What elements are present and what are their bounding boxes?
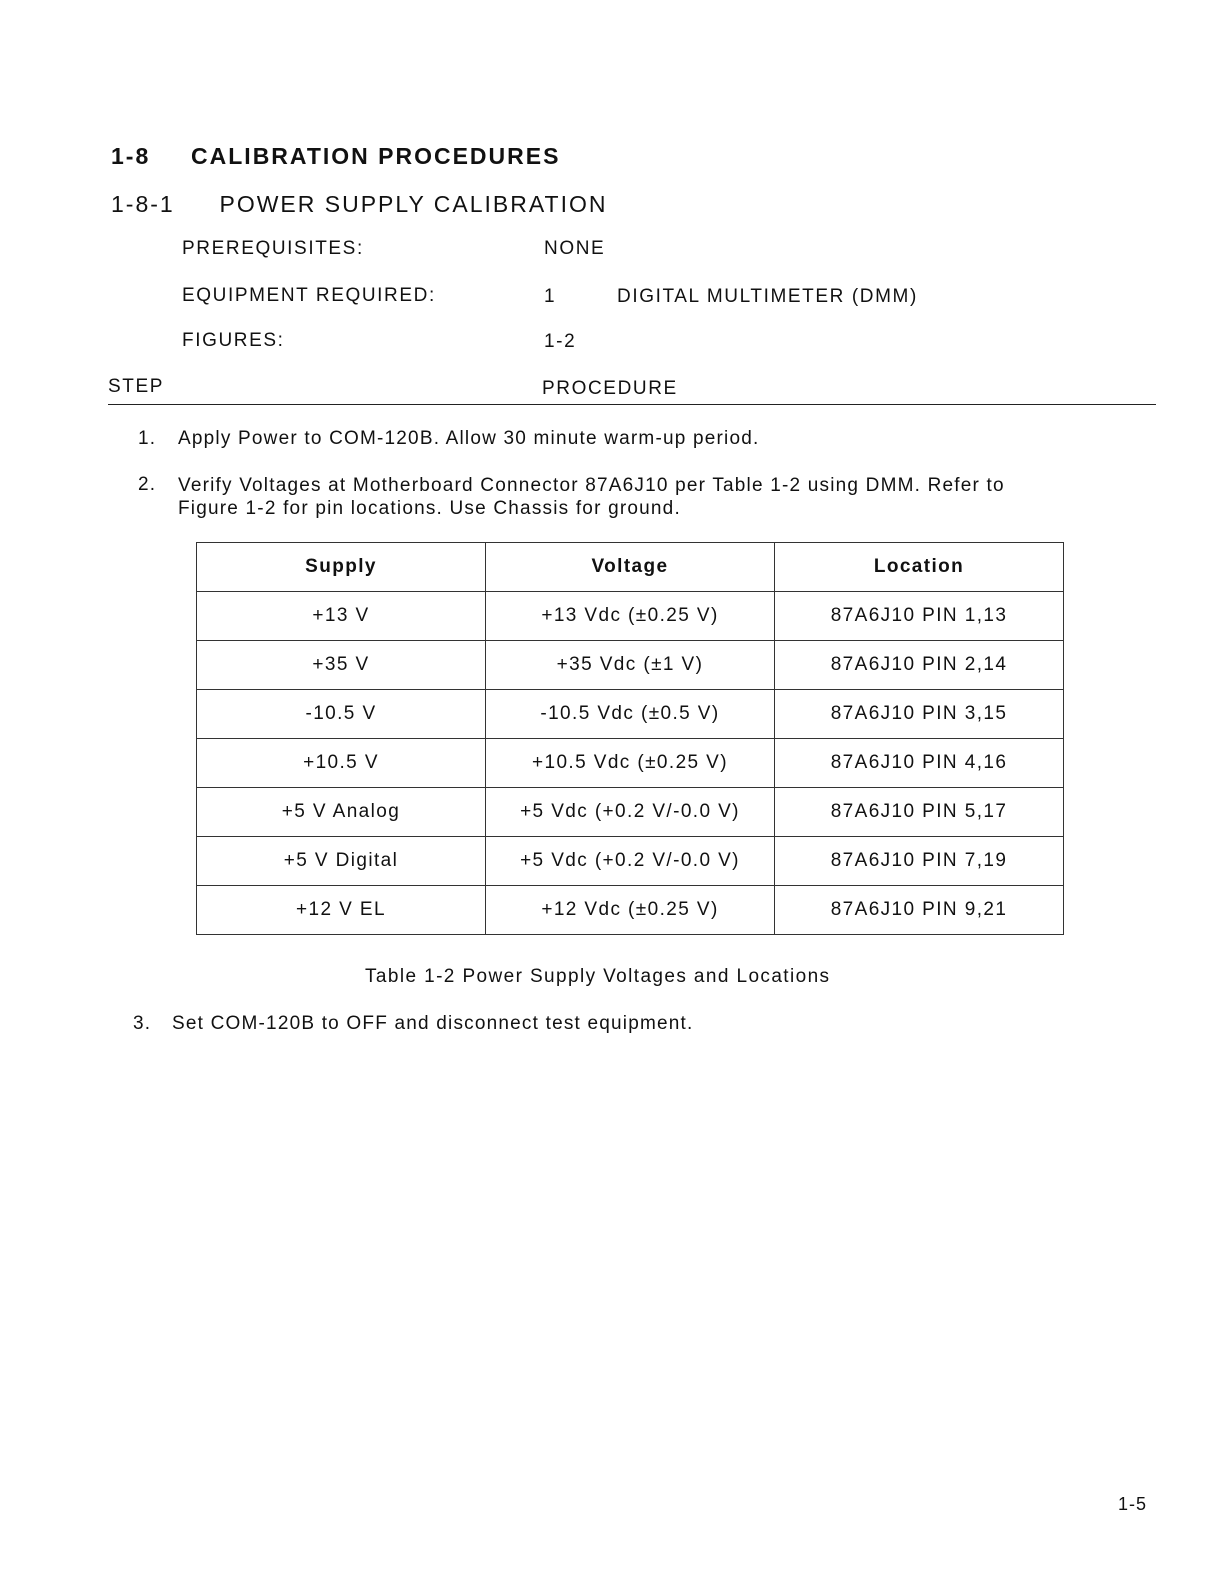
supply-cell: +5 V Analog <box>197 788 486 837</box>
header-voltage: Voltage <box>486 543 775 592</box>
step-2-text-line2: Figure 1-2 for pin locations. Use Chassis for ground. <box>178 498 681 519</box>
header-supply: Supply <box>197 543 486 592</box>
voltage-cell: +12 Vdc (±0.25 V) <box>486 886 775 935</box>
location-cell: 87A6J10 PIN 2,14 <box>775 641 1064 690</box>
supply-cell: -10.5 V <box>197 690 486 739</box>
supply-cell: +5 V Digital <box>197 837 486 886</box>
location-cell: 87A6J10 PIN 5,17 <box>775 788 1064 837</box>
supply-cell: +12 V EL <box>197 886 486 935</box>
step-3-number: 3. <box>133 1013 152 1034</box>
equipment-qty: 1 <box>544 286 557 307</box>
prereq-label: PREREQUISITES: <box>182 238 364 259</box>
figures-value: 1-2 <box>544 331 577 352</box>
step-2-number: 2. <box>138 474 157 495</box>
supply-cell: +13 V <box>197 592 486 641</box>
prereq-value: NONE <box>544 238 606 259</box>
subsection-title: POWER SUPPLY CALIBRATION <box>219 191 608 217</box>
equipment-item: DIGITAL MULTIMETER (DMM) <box>617 286 918 307</box>
location-cell: 87A6J10 PIN 4,16 <box>775 739 1064 788</box>
power-supply-table <box>196 542 1064 935</box>
table-row <box>197 690 1064 739</box>
header-location: Location <box>775 543 1064 592</box>
section-number: 1-8 <box>111 143 151 169</box>
figures-label: FIGURES: <box>182 330 285 351</box>
voltage-cell: -10.5 Vdc (±0.5 V) <box>486 690 775 739</box>
step-2-text-line1: Verify Voltages at Motherboard Connector 87A6J10 per Table 1-2 using DMM. Refer to <box>178 475 1005 496</box>
subsection-heading <box>111 191 607 218</box>
voltage-cell: +10.5 Vdc (±0.25 V) <box>486 739 775 788</box>
subsection-number: 1-8-1 <box>111 191 175 217</box>
table-row <box>197 837 1064 886</box>
step-3-text: Set COM-120B to OFF and disconnect test equipment. <box>172 1013 694 1034</box>
voltage-cell: +5 Vdc (+0.2 V/-0.0 V) <box>486 788 775 837</box>
procedure-column-header: PROCEDURE <box>542 378 678 399</box>
section-heading <box>111 143 560 170</box>
table-row <box>197 886 1064 935</box>
table-row <box>197 641 1064 690</box>
table-caption: Table 1-2 Power Supply Voltages and Locations <box>365 966 831 987</box>
voltage-cell: +5 Vdc (+0.2 V/-0.0 V) <box>486 837 775 886</box>
table-header-row <box>197 543 1064 592</box>
voltage-cell: +35 Vdc (±1 V) <box>486 641 775 690</box>
page-number: 1-5 <box>1118 1494 1148 1514</box>
supply-cell: +10.5 V <box>197 739 486 788</box>
location-cell: 87A6J10 PIN 9,21 <box>775 886 1064 935</box>
table-row <box>197 788 1064 837</box>
table-row <box>197 739 1064 788</box>
table-row <box>197 592 1064 641</box>
equipment-label: EQUIPMENT REQUIRED: <box>182 285 436 306</box>
step-column-header: STEP <box>108 376 165 397</box>
location-cell: 87A6J10 PIN 3,15 <box>775 690 1064 739</box>
location-cell: 87A6J10 PIN 1,13 <box>775 592 1064 641</box>
step-1-number: 1. <box>138 428 157 449</box>
step-1-text: Apply Power to COM-120B. Allow 30 minute warm-up period. <box>178 428 760 449</box>
voltage-cell: +13 Vdc (±0.25 V) <box>486 592 775 641</box>
header-divider <box>108 404 1156 405</box>
supply-cell: +35 V <box>197 641 486 690</box>
location-cell: 87A6J10 PIN 7,19 <box>775 837 1064 886</box>
section-title: CALIBRATION PROCEDURES <box>191 143 561 169</box>
